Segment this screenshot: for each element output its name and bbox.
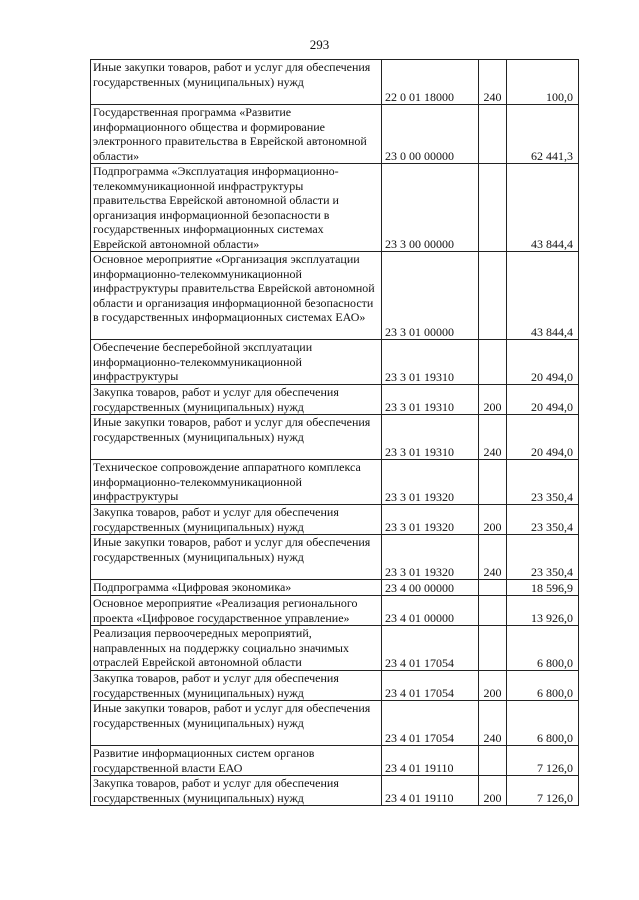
- row-amount: 20 494,0: [507, 415, 579, 460]
- row-name: Закупка товаров, работ и услуг для обеспечения государственных (муниципальных) нужд: [91, 671, 382, 701]
- row-amount: 6 800,0: [507, 626, 579, 671]
- row-amount: 23 350,4: [507, 505, 579, 535]
- row-amount: 18 596,9: [507, 580, 579, 596]
- row-code: 23 3 01 19320: [382, 505, 479, 535]
- row-name: Закупка товаров, работ и услуг для обеспечения государственных (муниципальных) нужд: [91, 385, 382, 415]
- row-amount: 43 844,4: [507, 164, 579, 252]
- row-code: 23 0 00 00000: [382, 105, 479, 164]
- row-amount: 62 441,3: [507, 105, 579, 164]
- table-row: [91, 340, 579, 385]
- table-row: [91, 460, 579, 505]
- row-expense-type: [479, 105, 507, 164]
- row-expense-type: [479, 340, 507, 385]
- table-row: [91, 580, 579, 596]
- row-name: Развитие информационных систем органов государственной власти ЕАО: [91, 746, 382, 776]
- row-name: Техническое сопровождение аппаратного комплекса информационно-телекоммуникационной инфраструктуры: [91, 460, 382, 505]
- table-row: [91, 252, 579, 340]
- row-code: 23 3 00 00000: [382, 164, 479, 252]
- row-expense-type: 200: [479, 505, 507, 535]
- row-amount: 23 350,4: [507, 535, 579, 580]
- row-name: Подпрограмма «Эксплуатация информационно-телекоммуникационной инфраструктуры правительства Еврейской автономной области и организация информационной безопасности в государственных информационных системах Еврейской автономной области»: [91, 164, 382, 252]
- row-expense-type: [479, 252, 507, 340]
- table-row: [91, 385, 579, 415]
- table-row: [91, 671, 579, 701]
- row-code: 23 3 01 19310: [382, 340, 479, 385]
- row-code: 23 3 01 19310: [382, 385, 479, 415]
- row-code: 23 4 00 00000: [382, 580, 479, 596]
- row-code: 23 4 01 19110: [382, 746, 479, 776]
- row-expense-type: [479, 460, 507, 505]
- page-number: 293: [309, 37, 330, 52]
- row-code: 23 4 01 17054: [382, 626, 479, 671]
- row-name: Основное мероприятие «Организация эксплуатации информационно-телекоммуникационной инфраструктуры правительства Еврейской автономной области и организация информационной безопасности в государственных информационных системах ЕАО»: [91, 252, 382, 340]
- row-name: Иные закупки товаров, работ и услуг для обеспечения государственных (муниципальных) нужд: [91, 535, 382, 580]
- row-expense-type: [479, 626, 507, 671]
- table-row: [91, 626, 579, 671]
- row-expense-type: [479, 746, 507, 776]
- table-row: [91, 596, 579, 626]
- row-name: Иные закупки товаров, работ и услуг для обеспечения государственных (муниципальных) нужд: [91, 701, 382, 746]
- row-name: Иные закупки товаров, работ и услуг для обеспечения государственных (муниципальных) нужд: [91, 415, 382, 460]
- row-amount: 13 926,0: [507, 596, 579, 626]
- table-row: [91, 164, 579, 252]
- table-row: [91, 535, 579, 580]
- row-code: 23 4 01 17054: [382, 671, 479, 701]
- row-expense-type: 240: [479, 415, 507, 460]
- row-name: Закупка товаров, работ и услуг для обеспечения государственных (муниципальных) нужд: [91, 505, 382, 535]
- row-code: 23 3 01 19320: [382, 535, 479, 580]
- budget-table: [90, 59, 579, 806]
- row-name: Закупка товаров, работ и услуг для обеспечения государственных (муниципальных) нужд: [91, 776, 382, 806]
- row-name: Государственная программа «Развитие информационного общества и формирование электронного правительства в Еврейской автономной области»: [91, 105, 382, 164]
- row-expense-type: [479, 580, 507, 596]
- row-name: Основное мероприятие «Реализация регионального проекта «Цифровое государственное управление»: [91, 596, 382, 626]
- row-amount: 7 126,0: [507, 776, 579, 806]
- row-amount: 43 844,4: [507, 252, 579, 340]
- row-code: 23 4 01 00000: [382, 596, 479, 626]
- row-expense-type: 200: [479, 385, 507, 415]
- row-code: 22 0 01 18000: [382, 60, 479, 105]
- row-amount: 6 800,0: [507, 671, 579, 701]
- table-row: [91, 415, 579, 460]
- row-code: 23 3 01 19310: [382, 415, 479, 460]
- row-expense-type: [479, 596, 507, 626]
- table-row: [91, 776, 579, 806]
- row-expense-type: 240: [479, 535, 507, 580]
- row-expense-type: [479, 164, 507, 252]
- row-name: Подпрограмма «Цифровая экономика»: [91, 580, 382, 596]
- row-code: 23 3 01 00000: [382, 252, 479, 340]
- table-row: [91, 505, 579, 535]
- row-amount: 20 494,0: [507, 340, 579, 385]
- table-row: [91, 105, 579, 164]
- row-name: Обеспечение бесперебойной эксплуатации информационно-телекоммуникационной инфраструктуры: [91, 340, 382, 385]
- row-expense-type: 200: [479, 776, 507, 806]
- row-name: Иные закупки товаров, работ и услуг для обеспечения государственных (муниципальных) нужд: [91, 60, 382, 105]
- row-code: 23 4 01 17054: [382, 701, 479, 746]
- row-name: Реализация первоочередных мероприятий, направленных на поддержку социально значимых отраслей Еврейской автономной области: [91, 626, 382, 671]
- row-expense-type: 200: [479, 671, 507, 701]
- row-amount: 20 494,0: [507, 385, 579, 415]
- row-code: 23 3 01 19320: [382, 460, 479, 505]
- row-code: 23 4 01 19110: [382, 776, 479, 806]
- row-amount: 6 800,0: [507, 701, 579, 746]
- table-row: [91, 746, 579, 776]
- row-expense-type: 240: [479, 60, 507, 105]
- row-expense-type: 240: [479, 701, 507, 746]
- table-row: [91, 701, 579, 746]
- row-amount: 7 126,0: [507, 746, 579, 776]
- row-amount: 23 350,4: [507, 460, 579, 505]
- table-row: [91, 60, 579, 105]
- row-amount: 100,0: [507, 60, 579, 105]
